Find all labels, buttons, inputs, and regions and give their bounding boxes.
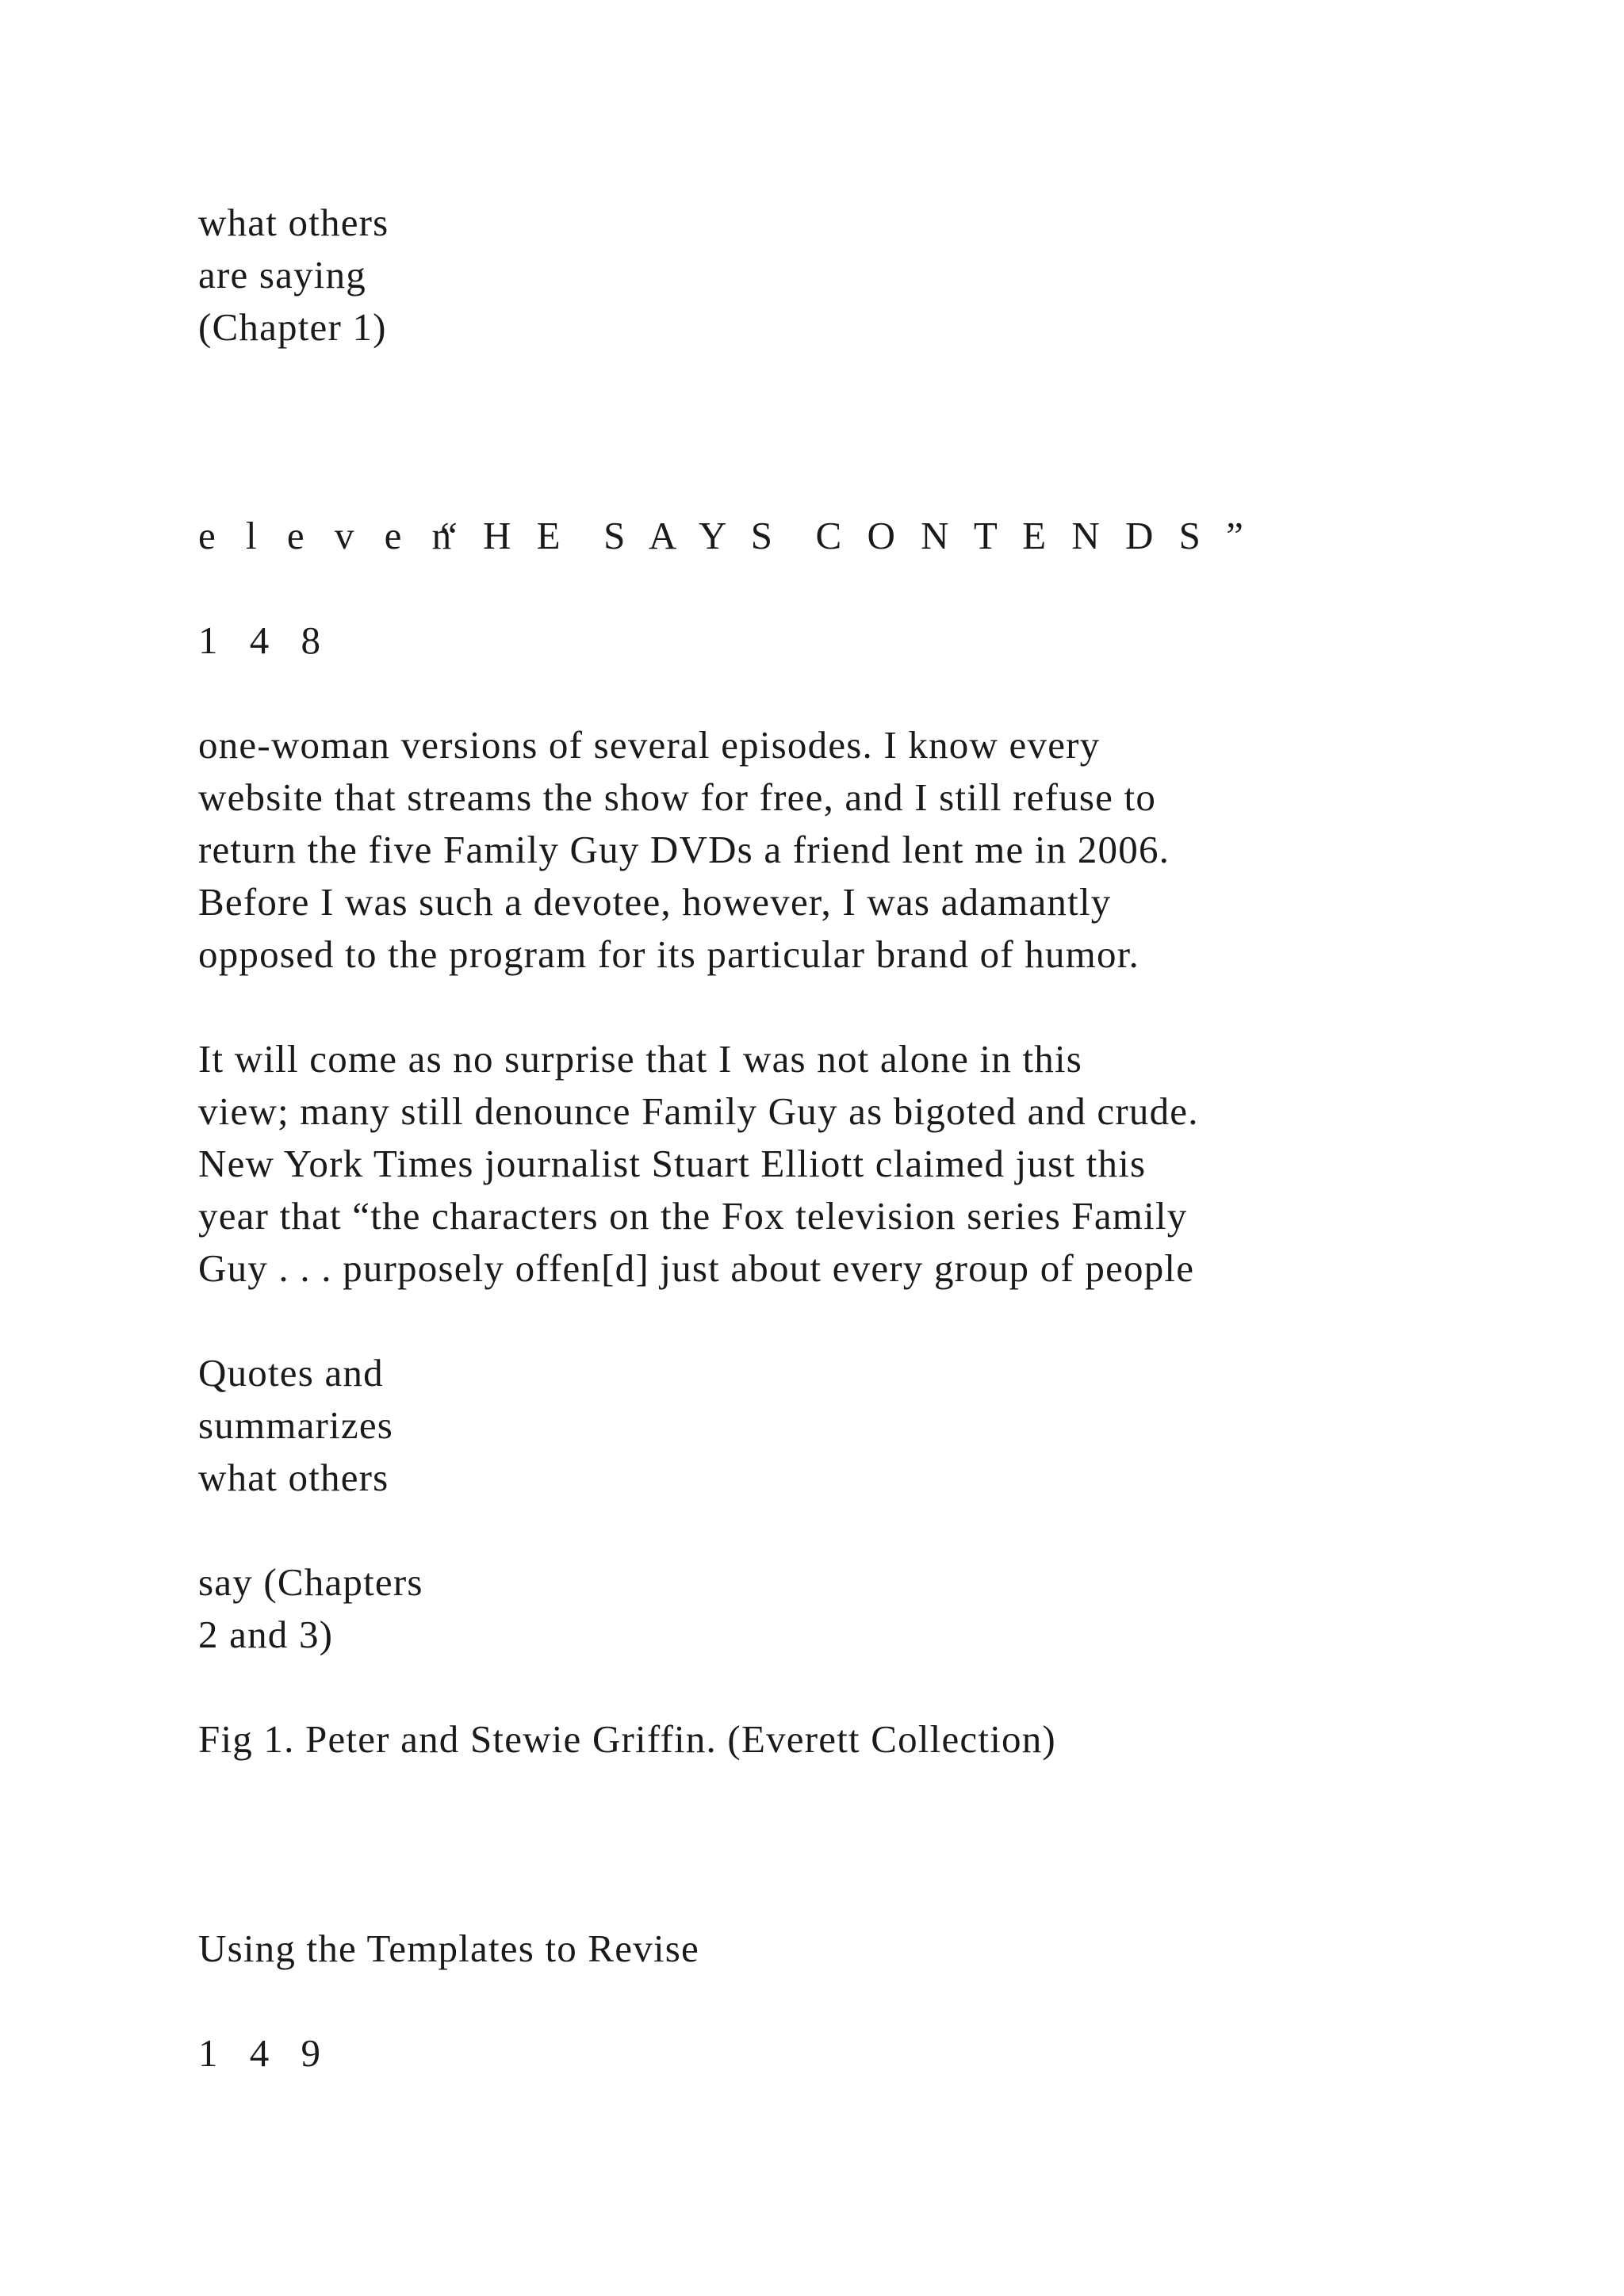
page-number-148: 1 4 8	[198, 618, 331, 662]
margin-note-line: what others	[198, 1456, 389, 1499]
paragraph-line: Guy . . . purposely offen[d] just about every group of people	[198, 1246, 1195, 1290]
chapter-title: “ H E S A Y S C O N T E N D S ”	[440, 514, 1251, 557]
paragraph-line: return the five Family Guy DVDs a friend lent me in 2006.	[198, 828, 1170, 871]
page-number-149: 1 4 9	[198, 2031, 331, 2075]
paragraph-line: view; many still denounce Family Guy as bigoted and crude.	[198, 1089, 1199, 1133]
paragraph-line: year that “the characters on the Fox television series Family	[198, 1194, 1188, 1238]
paragraph-line: Before I was such a devotee, however, I was adamantly	[198, 880, 1112, 924]
figure-caption: Fig 1. Peter and Stewie Griffin. (Everett Collection)	[198, 1717, 1056, 1761]
paragraph-line: one-woman versions of several episodes. I know every	[198, 723, 1101, 767]
margin-note-line: what others	[198, 201, 389, 244]
paragraph-line: website that streams the show for free, and I still refuse to	[198, 775, 1157, 819]
footer-title: Using the Templates to Revise	[198, 1927, 699, 1970]
margin-note-line: say (Chapters	[198, 1560, 423, 1604]
margin-note-line: summarizes	[198, 1403, 394, 1447]
paragraph-line: New York Times journalist Stuart Elliott claimed just this	[198, 1142, 1147, 1185]
paragraph-line: opposed to the program for its particular brand of humor.	[198, 932, 1139, 976]
margin-note-line: are saying	[198, 253, 366, 297]
chapter-word: e l e v e n	[198, 514, 462, 557]
paragraph-line: It will come as no surprise that I was not alone in this	[198, 1037, 1083, 1081]
margin-note-line: Quotes and	[198, 1351, 384, 1395]
margin-note-line: 2 and 3)	[198, 1613, 334, 1656]
margin-note-line: (Chapter 1)	[198, 305, 387, 349]
